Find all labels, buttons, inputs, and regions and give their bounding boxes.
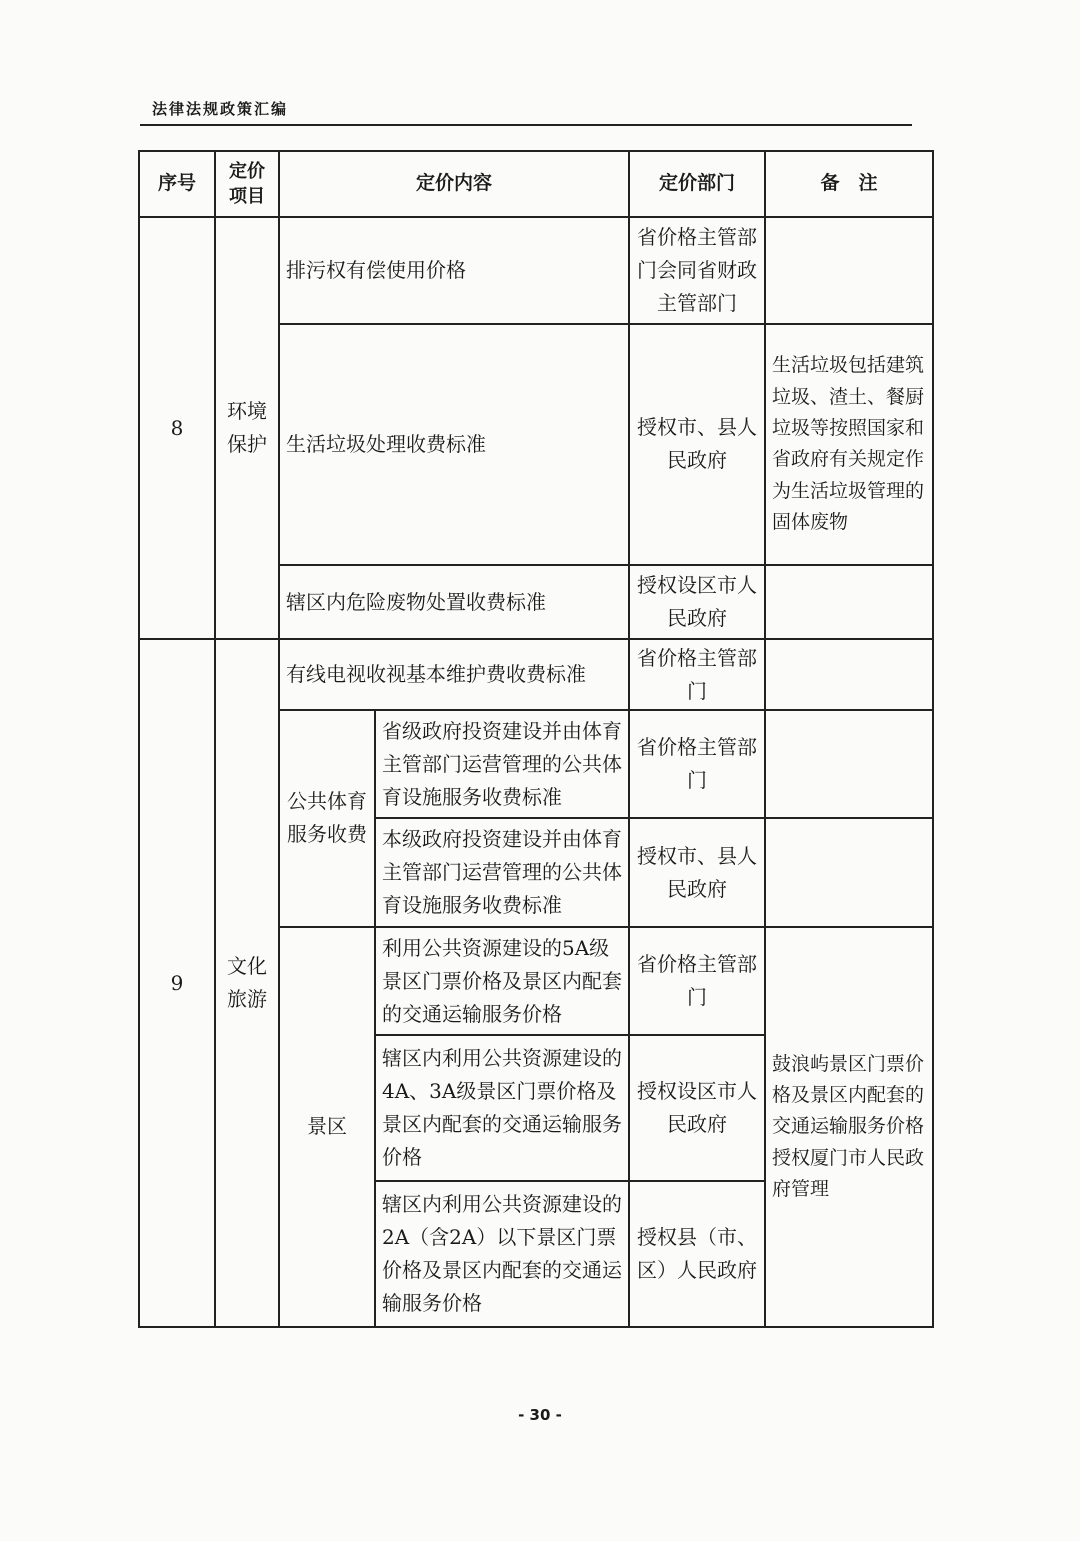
dept-cell: 授权设区市人民政府 [629,565,765,639]
subgroup-cell: 公共体育服务收费 [279,710,375,927]
remark-cell [765,217,933,324]
remark-cell [765,710,933,819]
remark-cell [765,639,933,709]
content-cell: 利用公共资源建设的5A级景区门票价格及景区内配套的交通运输服务价格 [375,927,629,1036]
header-seq: 序号 [139,151,215,217]
remark-cell [765,565,933,639]
dept-cell: 授权市、县人民政府 [629,818,765,927]
pricing-table [138,150,934,1328]
content-cell: 排污权有偿使用价格 [279,217,629,324]
content-cell: 生活垃圾处理收费标准 [279,324,629,565]
header-rule [140,124,912,126]
content-cell: 有线电视收视基本维护费收费标准 [279,639,629,709]
item-cell: 文化旅游 [215,639,279,1327]
seq-cell: 9 [139,639,215,1327]
dept-cell: 授权县（市、区）人民政府 [629,1181,765,1327]
running-head: 法律法规政策汇编 [152,100,289,118]
seq-cell: 8 [139,217,215,639]
table-row [139,639,933,709]
header-content: 定价内容 [279,151,629,217]
dept-cell: 省价格主管部门 [629,927,765,1036]
subgroup-cell: 景区 [279,927,375,1327]
remark-cell: 鼓浪屿景区门票价格及景区内配套的交通运输服务价格授权厦门市人民政府管理 [765,927,933,1327]
dept-cell: 省价格主管部门会同省财政主管部门 [629,217,765,324]
table-row [139,217,933,324]
dept-cell: 省价格主管部门 [629,639,765,709]
content-cell: 本级政府投资建设并由体育主管部门运营管理的公共体育设施服务收费标准 [375,818,629,927]
header-dept: 定价部门 [629,151,765,217]
item-cell: 环境保护 [215,217,279,639]
page-number: - 30 - [518,1406,562,1424]
remark-cell [765,818,933,927]
content-cell: 省级政府投资建设并由体育主管部门运营管理的公共体育设施服务收费标准 [375,710,629,819]
remark-cell: 生活垃圾包括建筑垃圾、渣土、餐厨垃圾等按照国家和省政府有关规定作为生活垃圾管理的固体废物 [765,324,933,565]
content-cell: 辖区内危险废物处置收费标准 [279,565,629,639]
content-cell: 辖区内利用公共资源建设的4A、3A级景区门票价格及景区内配套的交通运输服务价格 [375,1035,629,1181]
header-remark: 备 注 [765,151,933,217]
table-header-row [139,151,933,217]
dept-cell: 授权设区市人民政府 [629,1035,765,1181]
content-cell: 辖区内利用公共资源建设的2A（含2A）以下景区门票价格及景区内配套的交通运输服务价格 [375,1181,629,1327]
header-item: 定价项目 [215,151,279,217]
dept-cell: 省价格主管部门 [629,710,765,819]
dept-cell: 授权市、县人民政府 [629,324,765,565]
